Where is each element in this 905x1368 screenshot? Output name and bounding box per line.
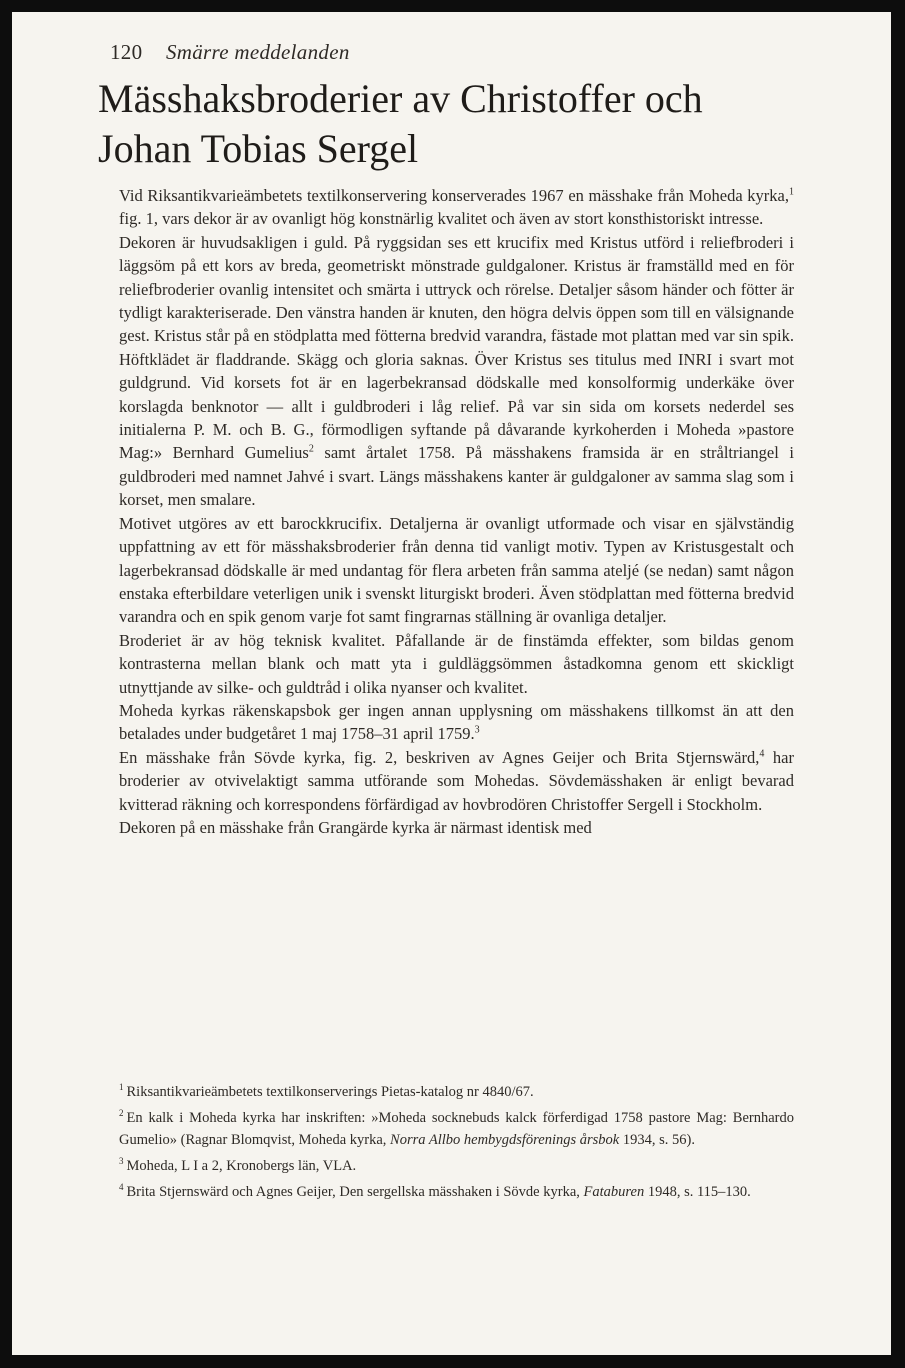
footnote	[119, 1077, 794, 1103]
paragraph	[119, 699, 794, 746]
paragraph	[119, 231, 794, 512]
paragraph	[119, 746, 794, 816]
paragraph-text: Vid Riksantikvarieämbetets textilkonservering konserverades 1967 en mässhake från Moheda kyrka,	[119, 186, 789, 205]
article-title	[98, 74, 798, 174]
footnotes	[119, 1077, 794, 1204]
footnote-mark: 3	[119, 1156, 124, 1167]
paragraph-text: Broderiet är av hög teknisk kvalitet. Påfallande är de finstämda effekter, som bildas genom kontrasterna mellan blank och matt yta i guldläggsömmen åstadkomna genom ett skickligt utnyttjande av silke- och guldtråd i olika nyanser och kvalitet.	[119, 630, 794, 697]
paragraph-text: fig. 1, vars dekor är av ovanligt hög konstnärlig kvalitet och även av stort konsthistoriskt intresse.	[119, 209, 764, 229]
page	[12, 12, 891, 1355]
footnote-text: 1948, s. 115–130.	[644, 1184, 751, 1201]
footnote-ref: 3	[474, 724, 480, 736]
article-title-line-2: Johan Tobias Sergel	[98, 126, 419, 171]
footnote	[119, 1177, 794, 1203]
footnote-text: Moheda, L I a 2, Kronobergs län, VLA.	[126, 1157, 357, 1174]
footnote-mark: 4	[119, 1182, 124, 1193]
footnote-italic: Norra Allbo hembygdsförenings årsbok	[390, 1131, 620, 1148]
paragraph	[119, 184, 794, 231]
footnote-text: Brita Stjernswärd och Agnes Geijer, Den sergellska mässhaken i Sövde kyrka,	[126, 1184, 584, 1201]
article-title-line-1: Mässhaksbroderier av Christoffer och	[98, 76, 703, 121]
footnote-ref: 2	[308, 443, 314, 455]
footnote-ref: 4	[759, 748, 765, 760]
footnote-ref: 1	[789, 186, 794, 198]
paragraph-text: samt årtalet 1758. På mässhakens framsida är en stråltriangel i guldbroderi med namnet Jahvé i svart. Längs mässhakens kanter är guldgaloner av samma slag som i korset, men smalare.	[119, 443, 794, 510]
footnote-text: 1934, s. 56).	[619, 1131, 695, 1148]
footnote-text: En kalk i Moheda kyrka har inskriften: »Moheda socknebuds kalck förferdigad 1758 pastore Mag: Bernhardo Gumelio» (Ragnar Blomqvist, Moheda kyrka,	[119, 1110, 794, 1148]
footnote-mark: 1	[119, 1082, 124, 1092]
footnote	[119, 1151, 794, 1177]
paragraph	[119, 629, 794, 699]
paragraph-text: Moheda kyrkas räkenskapsbok ger ingen annan upplysning om mässhakens tillkomst än att den betalades under budgetåret 1 maj 1758–31 april 1759.	[119, 700, 794, 744]
paragraph-text: har broderier av otvivelaktigt samma utförande som Mohedas. Sövdemässhaken är enligt bevarad kvitterad räkning och korrespondens förfärdigad av hovbrodören Christoffer Sergell i Stockholm.	[119, 747, 794, 814]
footnote	[119, 1103, 794, 1151]
paragraph-text: Motivet utgöres av ett barockkrucifix. Detaljerna är ovanligt utformade och visar en självständig uppfattning av ett för mässhaksbroderier från denna tid vanligt motiv. Typen av Kristusgestalt och lagerbekransad dödskalle är med undantag för flera arbeten från samma ateljé (se nedan) samt någon enstaka efterbildare veterligen unik i svenskt liturgiskt broderi. Även stödplattan med fötterna bredvid varandra och en spik genom varje fot samt fingrarnas ställning är ovanliga detaljer.	[119, 513, 794, 627]
footnote-italic: Fataburen	[583, 1184, 645, 1201]
article-body	[119, 184, 794, 839]
paragraph-text: Dekoren är huvudsakligen i guld. På ryggsidan ses ett krucifix med Kristus utförd i reliefbroderi i läggsöm på ett kors av breda, geometriskt mönstrade guldgaloner. Kristus är framställd med en för reliefbroderier ovanlig intensitet och smärta i uttryck och rörelse. Detaljer såsom händer och fötter är tydligt karakteriserade. Den vänstra handen är knuten, den högra delvis öppen som till en välsignande gest. Kristus står på en stödplatta med fötterna bredvid varandra, fästade mot plattan med var sin spik. Höftklädet är fladdrande. Skägg och gloria saknas. Över Kristus ses titulus med INRI i svart mot guldgrund. Vid korsets fot är en lagerbekransad dödskalle med konsolformig underkäke över korslagda benknotor — allt i guldbroderi i låg relief. På var sin sida om korsets nederdel ses initialerna P. M. och B. G., förmodligen syftande på dåvarande kyrkoherden i Moheda »pastore Mag:» Bernhard Gumelius	[119, 232, 794, 463]
paragraph	[119, 512, 794, 629]
paragraph	[119, 816, 794, 839]
footnote-text: Riksantikvarieämbetets textilkonserverings Pietas-katalog nr 4840/67.	[126, 1083, 534, 1100]
footnote-mark: 2	[119, 1108, 124, 1119]
running-title: Smärre meddelanden	[165, 40, 350, 64]
paragraph-text: En mässhake från Sövde kyrka, fig. 2, beskriven av Agnes Geijer och Brita Stjernswärd,	[119, 747, 760, 767]
running-head	[110, 40, 350, 65]
page-number: 120	[110, 40, 143, 64]
paragraph-text: Dekoren på en mässhake från Grangärde kyrka är närmast identisk med	[119, 817, 592, 837]
